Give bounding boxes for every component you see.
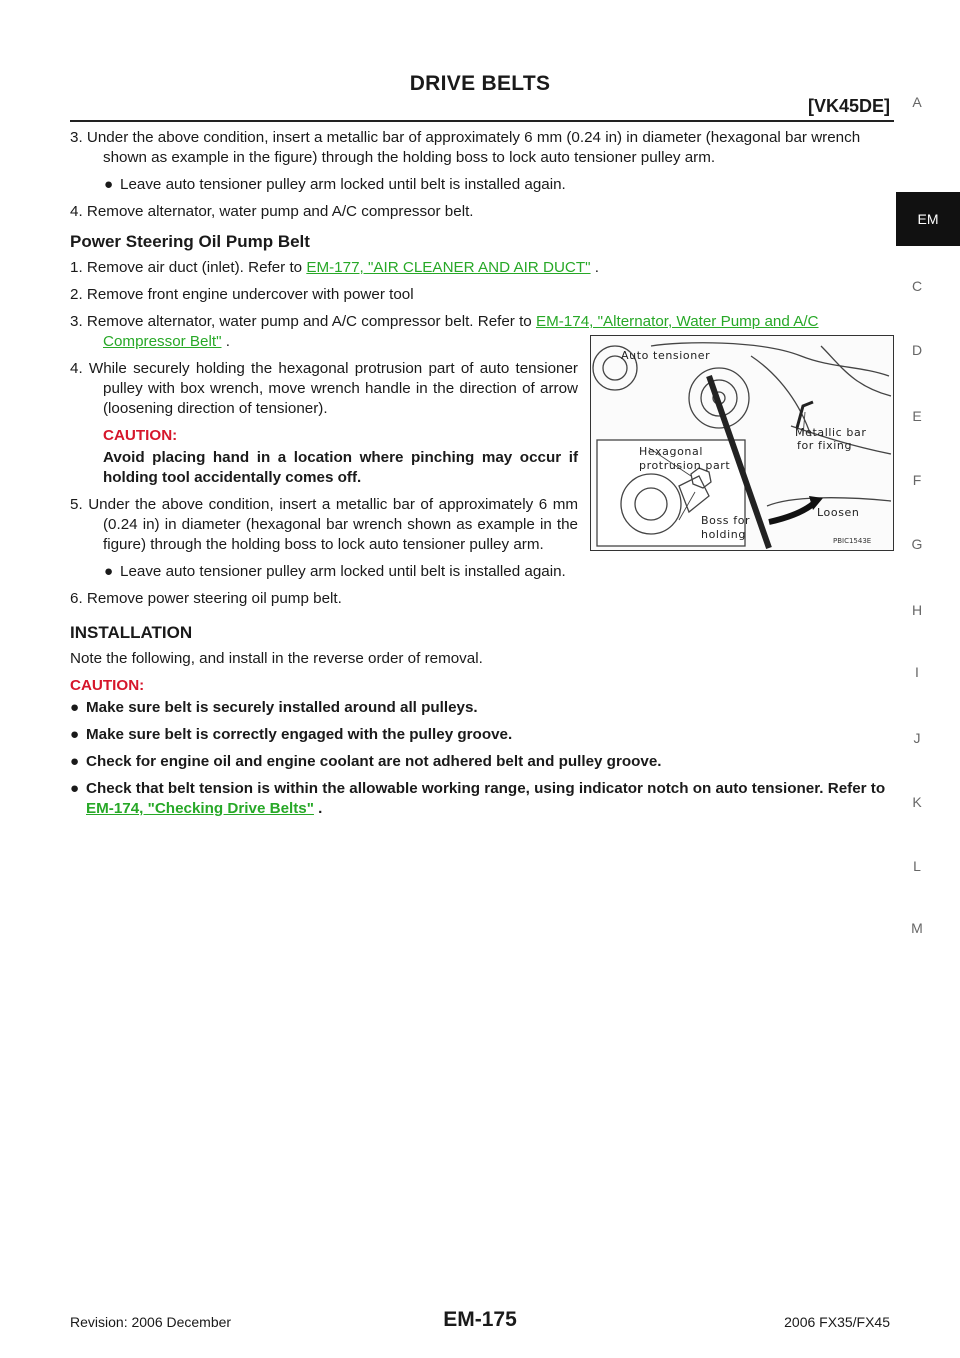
bullet-icon: ● (104, 176, 114, 193)
ps-step-4: 4. While securely holding the hexagonal protrusion part of auto tensioner pulley with box wrench, move wrench handle in the direction of arrow (loosening direction of tensioner). (70, 360, 578, 417)
label-metallic-bar: Metallic bar (795, 426, 867, 439)
page-title: DRIVE BELTS (409, 72, 551, 95)
intro-step-3: 3. Under the above condition, insert a metallic bar of approximately 6 mm (0.24 in) in diameter (hexagonal bar wrench shown as example in the figure) through the holding boss to lock auto tensioner pulley arm. (70, 129, 861, 166)
link-checking-drive-belts[interactable]: EM-174, "Checking Drive Belts" (86, 800, 314, 817)
installation-bullet-4 (70, 779, 892, 819)
side-index-g[interactable]: G (911, 536, 923, 552)
side-index-e[interactable]: E (912, 408, 922, 424)
ps-step-6: 6. Remove power steering oil pump belt. (70, 590, 342, 607)
side-index-active-em[interactable]: EM (896, 192, 960, 246)
installation-bullet-tail: . (313, 800, 323, 817)
engine-contour (767, 498, 891, 506)
engine-contour (821, 346, 891, 396)
label-loosen: Loosen (817, 506, 860, 519)
label-hexagonal: Hexagonal (639, 445, 703, 458)
ps-step-3-text: 3. Remove alternator, water pump and A/C compressor belt. Refer to (70, 313, 536, 330)
section-title-ps: Power Steering Oil Pump Belt (70, 232, 310, 251)
ps-bullet (70, 562, 578, 582)
label-auto-tensioner: Auto tensioner (621, 349, 711, 362)
installation-bullet-2 (70, 725, 892, 745)
ps-step-5: 5. Under the above condition, insert a metallic bar of approximately 6 mm (0.24 in) in diameter (hexagonal bar wrench shown as example in the figure) through the holding boss to lock auto tensioner pulley arm. (70, 496, 578, 553)
installation-bullet-1 (70, 698, 892, 718)
label-protrusion: protrusion part (639, 459, 731, 472)
side-index-h[interactable]: H (911, 602, 923, 618)
caution-label-installation: CAUTION: (70, 677, 145, 694)
side-index-k[interactable]: K (912, 794, 922, 810)
intro-step-4: 4. Remove alternator, water pump and A/C compressor belt. (70, 203, 474, 220)
link-air-cleaner[interactable]: EM-177, "AIR CLEANER AND AIR DUCT" (306, 259, 591, 276)
ps-step-1-tail: . (590, 259, 600, 276)
installation-bullet-text: Make sure belt is correctly engaged with the pulley groove. (86, 726, 513, 743)
installation-note: Note the following, and install in the reverse order of removal. (70, 650, 483, 667)
footer-model: 2006 FX35/FX45 (784, 1314, 890, 1330)
side-index-l[interactable]: L (913, 858, 921, 874)
ps-bullet-text: Leave auto tensioner pulley arm locked until belt is installed again. (120, 563, 566, 580)
side-index-j[interactable]: J (913, 730, 921, 746)
installation-bullet-text: Make sure belt is securely installed around all pulleys. (86, 699, 478, 716)
ps-step-3-tail: . (221, 333, 230, 350)
footer-page-number: EM-175 (443, 1308, 517, 1331)
caution-text-ps: Avoid placing hand in a location where pinching may occur if holding tool accidentally comes off. (103, 449, 578, 486)
ps-step-2: 2. Remove front engine undercover with power tool (70, 286, 414, 303)
installation-bullet-text: Check that belt tension is within the allowable working range, using indicator notch on auto tensioner. Refer to (86, 780, 886, 797)
figure-code: PBIC1543E (833, 537, 872, 545)
side-index-m[interactable]: M (911, 920, 923, 936)
ps-step-1-text: 1. Remove air duct (inlet). Refer to (70, 259, 307, 276)
tensioner-figure (590, 335, 894, 551)
side-index-i[interactable]: I (915, 664, 919, 680)
bullet-icon: ● (70, 753, 80, 770)
link-alternator-belt[interactable]: EM-174, "Alternator, Water Pump and A/C Compressor Belt" (103, 313, 819, 350)
tensioner-drawing (591, 336, 893, 550)
caution-label-ps: CAUTION: (103, 427, 178, 444)
intro-bullet-text: Leave auto tensioner pulley arm locked until belt is installed again. (120, 176, 566, 193)
bullet-icon: ● (70, 699, 80, 716)
bullet-icon: ● (104, 563, 114, 580)
bullet-icon: ● (70, 780, 80, 797)
side-index-c[interactable]: C (911, 278, 923, 294)
installation-bullet-text: Check for engine oil and engine coolant are not adhered belt and pulley groove. (86, 753, 662, 770)
side-index-f[interactable]: F (912, 472, 922, 488)
label-for-fixing: for fixing (797, 439, 853, 452)
footer-revision: Revision: 2006 December (70, 1314, 232, 1330)
engine-contour (751, 356, 811, 436)
side-index-d[interactable]: D (911, 342, 923, 358)
bullet-icon: ● (70, 726, 80, 743)
label-boss-for: Boss for (701, 514, 751, 527)
section-title-installation: INSTALLATION (70, 623, 193, 642)
side-index-a[interactable]: A (912, 94, 922, 110)
header-rule (70, 120, 894, 122)
label-holding: holding (701, 528, 746, 541)
ps-steps-with-figure (70, 359, 578, 582)
intro-bullet (70, 175, 892, 195)
ps-step-1 (70, 258, 892, 278)
installation-bullet-3 (70, 752, 892, 772)
loosen-arrow (769, 504, 813, 522)
engine-code: [VK45DE] (807, 96, 890, 116)
